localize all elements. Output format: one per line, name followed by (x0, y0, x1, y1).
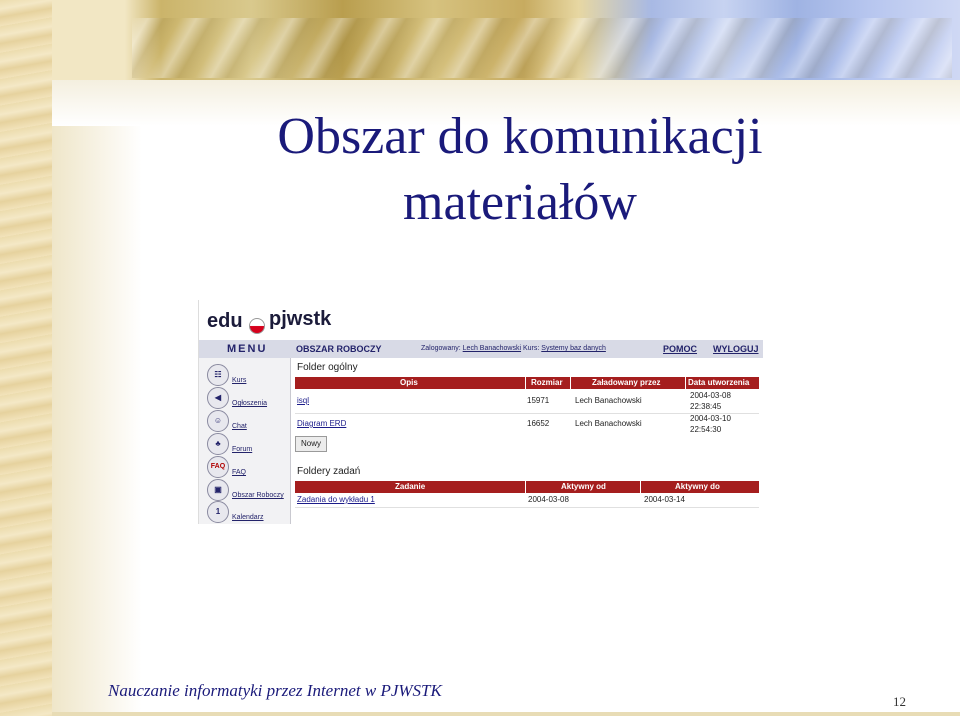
folder-table-header (295, 377, 759, 389)
row-divider (295, 507, 759, 508)
logged-user-link[interactable]: Lech Banachowski (462, 345, 522, 352)
file-size: 16652 (527, 419, 550, 428)
column-separator (525, 481, 526, 493)
course-icon: ☷ (207, 364, 229, 386)
file-time: 22:38:45 (690, 402, 722, 411)
logout-link[interactable]: WYLOGUJ (713, 344, 759, 354)
logo-edu: edu (207, 310, 243, 332)
column-separator (685, 377, 686, 389)
announcements-icon: ◀ (207, 387, 229, 409)
task-active-from: 2004-03-08 (528, 495, 569, 504)
app-navbar (199, 340, 763, 358)
folder-general-title: Folder ogólny (297, 362, 358, 373)
sidebar-item-label[interactable]: Forum (232, 446, 253, 453)
slide-page-number: 12 (893, 694, 906, 709)
task-active-to: 2004-03-14 (644, 495, 685, 504)
task-folders-title: Foldery zadań (297, 466, 361, 477)
nav-menu-label: MENU (227, 343, 268, 355)
sidebar-item-label[interactable]: Ogłoszenia (232, 400, 268, 407)
sidebar-item-label[interactable]: Obszar Roboczy (232, 492, 284, 499)
new-file-button[interactable]: Nowy (295, 436, 327, 452)
file-link[interactable]: Diagram ERD (297, 419, 347, 428)
course-link[interactable]: Systemy baz danych (541, 345, 606, 352)
sidebar-item-faq[interactable] (207, 456, 289, 478)
forum-icon: ♣ (207, 433, 229, 455)
file-link[interactable]: isql (297, 396, 310, 405)
column-separator (525, 377, 526, 389)
logo-flag-icon (249, 318, 265, 334)
slide-title-line2: materiałów (403, 174, 637, 231)
logged-label: Zalogowany: (421, 345, 461, 352)
column-header: Data utworzenia (688, 378, 750, 387)
sidebar-item-label[interactable]: Kalendarz (232, 514, 264, 521)
task-link[interactable]: Zadania do wykładu 1 (297, 495, 375, 504)
calendar-icon: 1 (207, 501, 229, 523)
slide-top-banner (52, 0, 960, 80)
sidebar-item-chat[interactable] (207, 410, 289, 432)
slide-left-texture (0, 0, 52, 716)
file-size: 15971 (527, 396, 550, 405)
file-uploader: Lech Banachowski (575, 396, 642, 405)
app-sidebar (199, 358, 291, 524)
sidebar-item-label[interactable]: Kurs (232, 377, 247, 384)
sidebar-item-kalendarz[interactable] (207, 501, 289, 523)
workspace-icon: ▣ (207, 479, 229, 501)
file-date: 2004-03-10 (690, 414, 731, 423)
column-header: Opis (400, 378, 418, 387)
file-uploader: Lech Banachowski (575, 419, 642, 428)
faq-icon: FAQ (207, 456, 229, 478)
column-header: Zadanie (395, 482, 426, 491)
nav-login-info (421, 345, 606, 352)
sidebar-item-forum[interactable] (207, 433, 289, 455)
column-header: Rozmiar (531, 378, 563, 387)
column-header: Aktywny do (675, 482, 720, 491)
file-date: 2004-03-08 (690, 391, 731, 400)
slide-left-fade (52, 80, 142, 716)
sidebar-item-label[interactable]: FAQ (232, 469, 247, 476)
sidebar-item-ogloszenia[interactable] (207, 387, 289, 409)
slide-footer: Nauczanie informatyki przez Internet w PJWSTK (108, 681, 442, 700)
sidebar-item-label[interactable]: Chat (232, 423, 247, 430)
column-header: Załadowany przez (592, 378, 661, 387)
column-separator (640, 481, 641, 493)
nav-area-label: OBSZAR ROBOCZY (296, 344, 382, 354)
sidebar-item-kurs[interactable] (207, 364, 289, 386)
column-separator (570, 377, 571, 389)
column-header: Aktywny od (561, 482, 606, 491)
file-time: 22:54:30 (690, 425, 722, 434)
course-label: Kurs: (522, 345, 540, 352)
chat-icon: ☺ (207, 410, 229, 432)
app-header (199, 300, 763, 340)
app-screenshot (198, 300, 763, 524)
app-content (295, 358, 763, 524)
help-link[interactable]: POMOC (663, 344, 698, 354)
logo-pjwstk: pjwstk (269, 308, 332, 330)
slide-bottom-line (52, 712, 960, 716)
sidebar-item-obszar-roboczy[interactable] (207, 479, 289, 501)
slide-title-line1: Obszar do komunikacji (277, 108, 763, 165)
task-table-header (295, 481, 759, 493)
slide-title (180, 104, 860, 236)
